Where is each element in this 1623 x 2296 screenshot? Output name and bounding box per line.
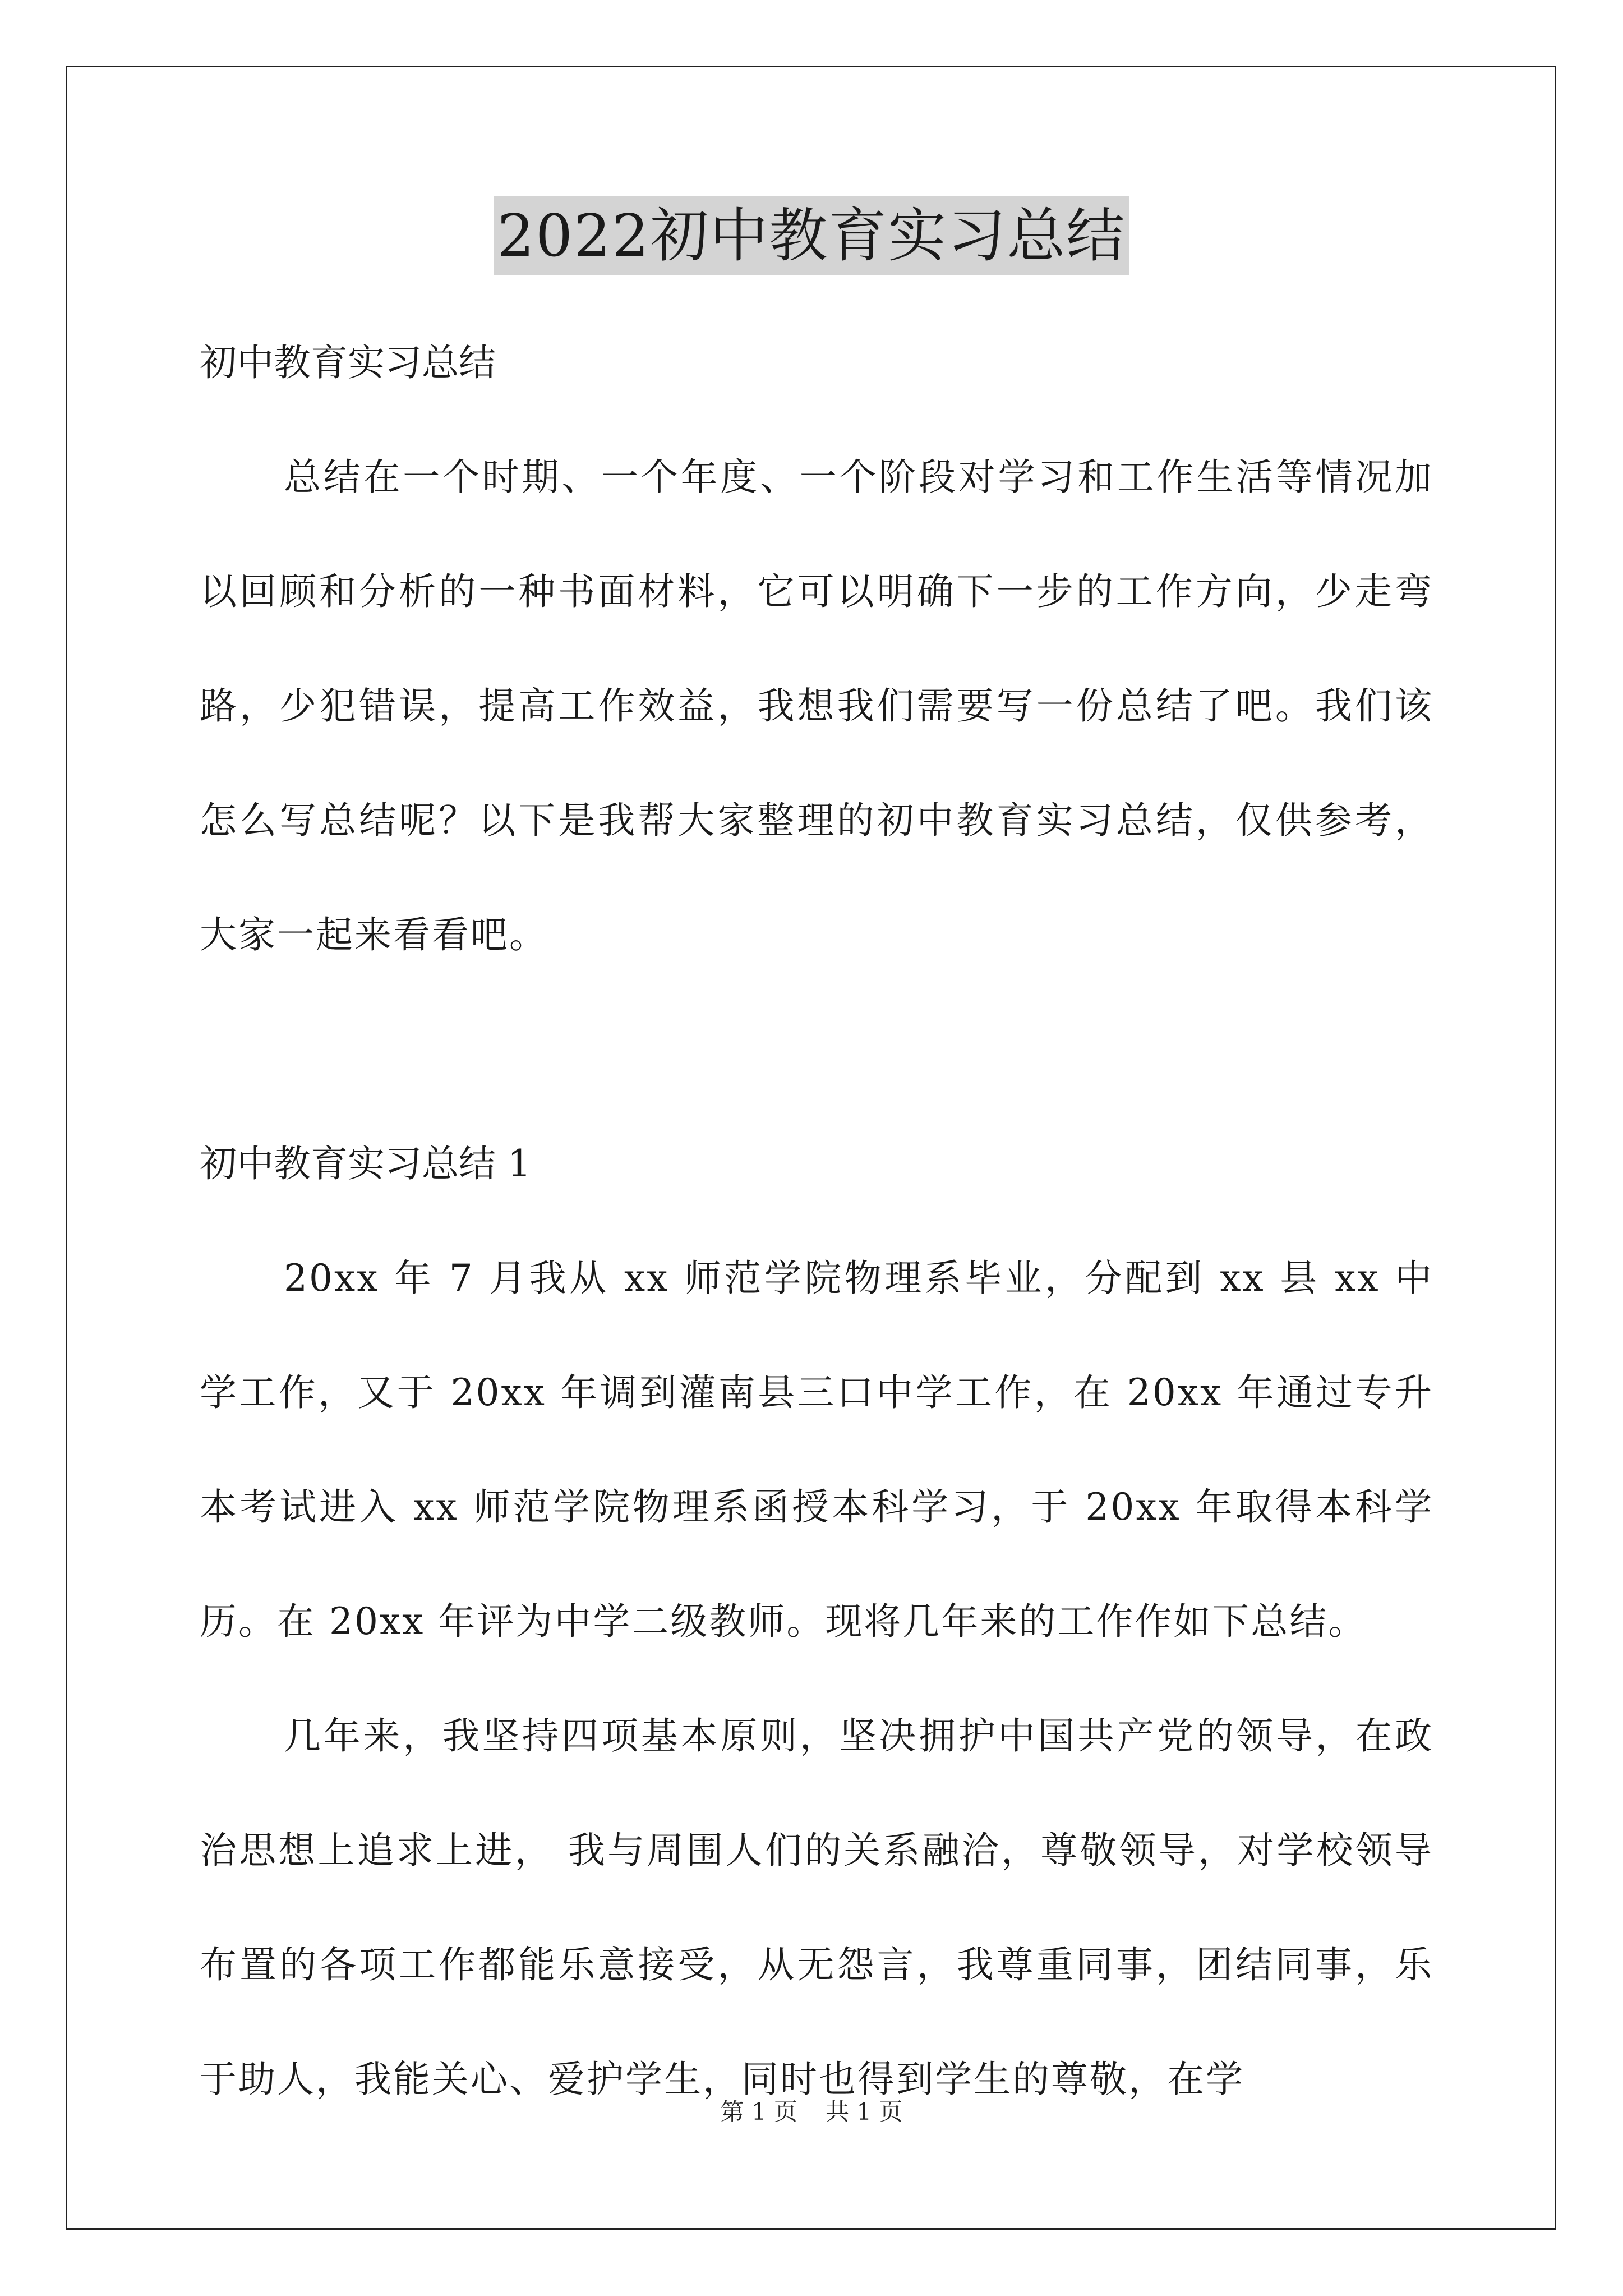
section-paragraph-2: 几年来，我坚持四项基本原则，坚决拥护中国共产党的领导，在政治思想上追求上进， 我与周围人们的关系融洽，尊敬领导，对学校领导布置的各项工作都能乐意接受，从无怨言，我尊重同事，团结同事，乐于助人，我能关心、爱护学生，同时也得到学生的尊敬，在学 — [200, 1714, 1433, 2101]
section-heading: 初中教育实习总结 1 — [200, 1142, 531, 1185]
document-subtitle: 初中教育实习总结 — [200, 341, 496, 384]
section-paragraph-1: 20xx 年 7 月我从 xx 师范学院物理系毕业，分配到 xx 县 xx 中学工作，又于 20xx 年调到灌南县三口中学工作，在 20xx 年通过专升本考试进入 xx 师范学院物理系函授本科学习，于 20xx 年取得本科学历。在 20xx 年评为中学二级教师。现将几年来的工作作如下总结。 — [200, 1257, 1433, 1643]
page-number: 第 1 页 — [720, 2098, 797, 2125]
document-body — [200, 306, 1433, 2137]
intro-paragraph: 总结在一个时期、一个年度、一个阶段对学习和工作生活等情况加以回顾和分析的一种书面材料，它可以明确下一步的工作方向，少走弯路，少犯错误，提高工作效益，我想我们需要写一份总结了吧。我们该怎么写总结呢？以下是我帮大家整理的初中教育实习总结，仅供参考，大家一起来看看吧。 — [200, 455, 1433, 956]
title-container — [0, 196, 1623, 275]
page-total: 共 1 页 — [826, 2098, 903, 2125]
paragraph-gap — [200, 992, 1433, 1107]
document-title: 2022初中教育实习总结 — [494, 196, 1129, 275]
page-footer — [0, 2095, 1623, 2129]
